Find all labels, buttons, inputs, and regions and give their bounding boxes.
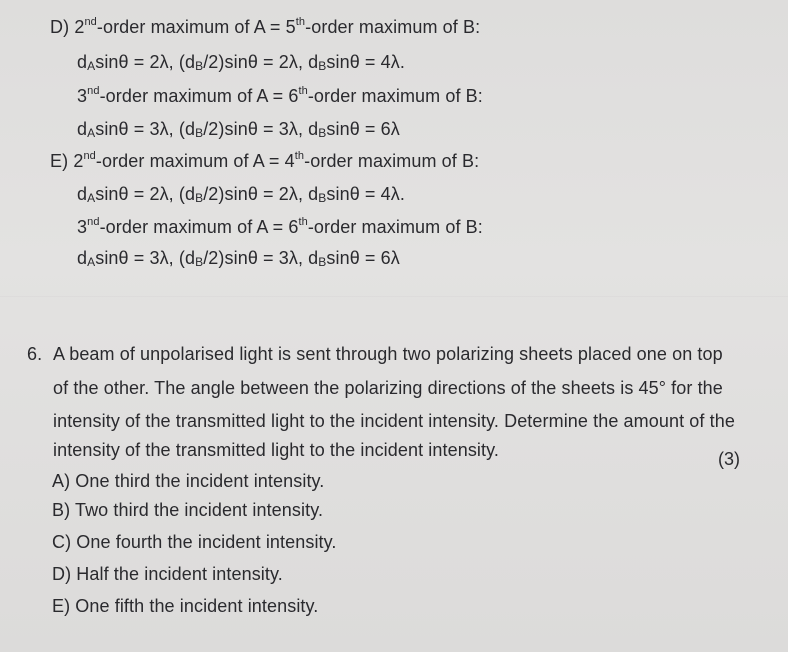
option-e-line-2: dAsinθ = 2λ, (dB/2)sinθ = 2λ, dBsinθ = 4λ.	[77, 184, 405, 205]
question-6-option-d: D) Half the incident intensity.	[52, 564, 283, 584]
option-d-line-2: dAsinθ = 2λ, (dB/2)sinθ = 2λ, dBsinθ = 4λ.	[77, 52, 405, 73]
question-6-line-2: of the other. The angle between the polarizing directions of the sheets is 45° for the	[53, 378, 723, 398]
question-6-option-b: B) Two third the incident intensity.	[52, 500, 324, 520]
question-6-line-4: intensity of the transmitted light to the incident intensity.	[53, 440, 500, 460]
question-6-marks: (3)	[718, 449, 740, 469]
question-6-option-e: E) One fifth the incident intensity.	[52, 596, 319, 616]
question-6-option-c: C) One fourth the incident intensity.	[52, 532, 337, 552]
question-6-line-3: intensity of the transmitted light to the incident intensity. Determine the amount of the	[53, 411, 735, 431]
section-divider	[0, 296, 788, 297]
question-6-number: 6.	[27, 344, 43, 364]
option-d-label: D)	[50, 17, 70, 37]
option-d-line-4: dAsinθ = 3λ, (dB/2)sinθ = 3λ, dBsinθ = 6λ	[77, 119, 400, 140]
option-e-line-1: E) 2nd-order maximum of A = 4th-order maximum of B:	[50, 150, 480, 171]
question-6-option-a: A) One third the incident intensity.	[52, 471, 325, 491]
option-d-line-1: D) 2nd-order maximum of A = 5th-order maximum of B:	[50, 16, 481, 37]
option-e-line-3: 3nd-order maximum of A = 6th-order maximum of B:	[77, 216, 483, 237]
question-6-line-1: A beam of unpolarised light is sent through two polarizing sheets placed one on top	[53, 344, 723, 364]
option-e-label: E)	[50, 151, 69, 171]
option-e-line-4: dAsinθ = 3λ, (dB/2)sinθ = 3λ, dBsinθ = 6λ	[77, 248, 400, 269]
option-d-line-3: 3nd-order maximum of A = 6th-order maximum of B:	[77, 85, 483, 106]
